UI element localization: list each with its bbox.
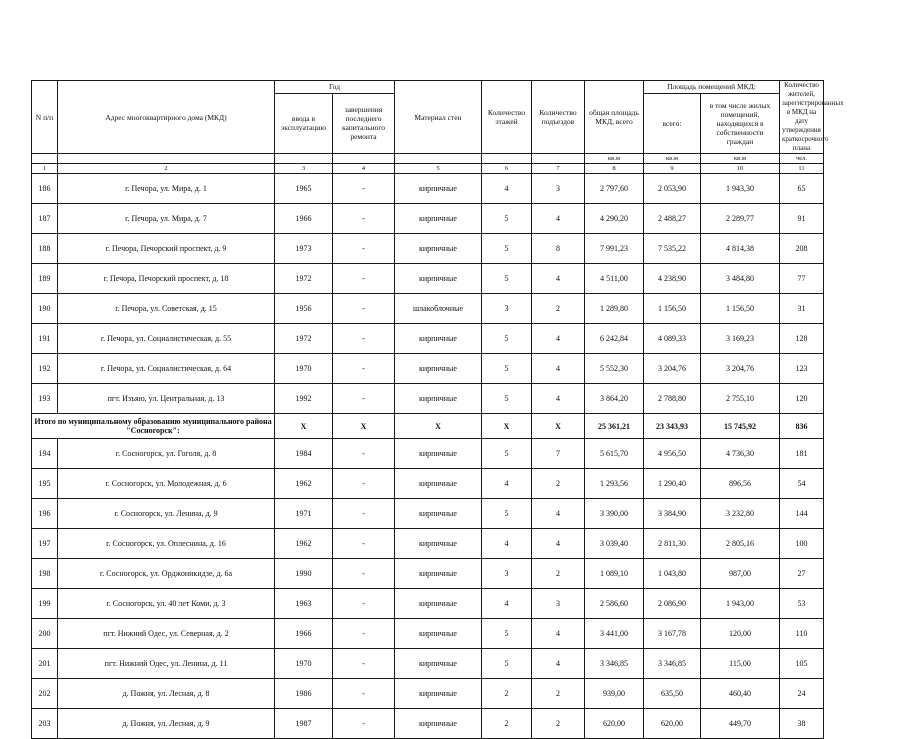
residents-cell: 105: [780, 649, 824, 679]
column-number-1: 1: [32, 164, 58, 174]
year-commission-cell: 1984: [275, 439, 333, 469]
premises-all-cell: 3 204,76: [644, 354, 701, 384]
residents-cell: 144: [780, 499, 824, 529]
year-repair-cell: -: [333, 679, 395, 709]
entrances-cell: 2: [532, 679, 585, 709]
wall-material-cell: кирпичные: [395, 559, 482, 589]
total-area-cell: 5 552,30: [585, 354, 644, 384]
table-row: [32, 439, 824, 469]
table-row: [32, 354, 824, 384]
address-cell: г. Печора, Печорский проспект, д. 9: [58, 234, 275, 264]
wall-material-cell: кирпичные: [395, 174, 482, 204]
total-entrances: X: [532, 414, 585, 439]
entrances-cell: 4: [532, 619, 585, 649]
entrances-cell: 8: [532, 234, 585, 264]
entrances-cell: 3: [532, 174, 585, 204]
premises-private-cell: 449,70: [701, 709, 780, 739]
premises-private-cell: 987,00: [701, 559, 780, 589]
total-label: Итого по муниципальному образованию муниципального района "Сосногорск":: [32, 414, 275, 439]
table-row: [32, 619, 824, 649]
residents-cell: 27: [780, 559, 824, 589]
table-row: [32, 204, 824, 234]
address-cell: г. Печора, ул. Мира, д. 7: [58, 204, 275, 234]
housing-registry-table: [31, 80, 844, 739]
floors-cell: 4: [482, 174, 532, 204]
premises-all-cell: 4 956,50: [644, 439, 701, 469]
premises-private-cell: 1 943,30: [701, 174, 780, 204]
header-total-area: общая площадь МКД, всего: [585, 81, 644, 154]
row-number: 188: [32, 234, 58, 264]
total-material: X: [395, 414, 482, 439]
year-repair-cell: -: [333, 384, 395, 414]
table-row: [32, 294, 824, 324]
floors-cell: 4: [482, 529, 532, 559]
residents-cell: 208: [780, 234, 824, 264]
year-repair-cell: -: [333, 294, 395, 324]
floors-cell: 5: [482, 439, 532, 469]
unit-premises-all: кв.м: [644, 154, 701, 164]
total-area-cell: 3 864,20: [585, 384, 644, 414]
entrances-cell: 3: [532, 589, 585, 619]
header-entrances: Количество подъездов: [532, 81, 585, 154]
year-repair-cell: -: [333, 619, 395, 649]
premises-all-cell: 1 043,80: [644, 559, 701, 589]
floors-cell: 5: [482, 354, 532, 384]
header-premises-group: Площадь помещений МКД:: [644, 81, 780, 94]
entrances-cell: 4: [532, 264, 585, 294]
residents-cell: 31: [780, 294, 824, 324]
total-area-cell: 620,00: [585, 709, 644, 739]
total-area-cell: 3 390,00: [585, 499, 644, 529]
year-commission-cell: 1992: [275, 384, 333, 414]
column-number-10: 10: [701, 164, 780, 174]
address-cell: г. Сосногорск, ул. Молодежная, д. 6: [58, 469, 275, 499]
address-cell: г. Сосногорск, ул. Гоголя, д. 8: [58, 439, 275, 469]
premises-private-cell: 120,00: [701, 619, 780, 649]
floors-cell: 5: [482, 619, 532, 649]
total-area: 25 361,21: [585, 414, 644, 439]
wall-material-cell: кирпичные: [395, 469, 482, 499]
total-residents: 836: [780, 414, 824, 439]
address-cell: пгт. Нижний Одес, ул. Северная, д. 2: [58, 619, 275, 649]
entrances-cell: 4: [532, 324, 585, 354]
entrances-cell: 4: [532, 204, 585, 234]
floors-cell: 2: [482, 679, 532, 709]
wall-material-cell: кирпичные: [395, 384, 482, 414]
header-wall-material: Материал стен: [395, 81, 482, 154]
year-repair-cell: -: [333, 649, 395, 679]
wall-material-cell: кирпичные: [395, 439, 482, 469]
floors-cell: 3: [482, 294, 532, 324]
column-number-2: 2: [58, 164, 275, 174]
unit-residents: чел.: [780, 154, 824, 164]
wall-material-cell: кирпичные: [395, 324, 482, 354]
total-area-cell: 1 293,56: [585, 469, 644, 499]
total-area-cell: 3 039,40: [585, 529, 644, 559]
row-number: 201: [32, 649, 58, 679]
premises-all-cell: 2 488,27: [644, 204, 701, 234]
entrances-cell: 4: [532, 529, 585, 559]
rows-sosnogorsk: [32, 439, 824, 739]
year-repair-cell: -: [333, 529, 395, 559]
wall-material-cell: кирпичные: [395, 499, 482, 529]
column-number-8: 8: [585, 164, 644, 174]
entrances-cell: 7: [532, 439, 585, 469]
address-cell: пгт. Изъяю, ул. Центральная, д. 13: [58, 384, 275, 414]
row-number: 202: [32, 679, 58, 709]
column-number-3: 3: [275, 164, 333, 174]
year-repair-cell: -: [333, 174, 395, 204]
row-number: 191: [32, 324, 58, 354]
header-year-last-repair: завершения последнего капитального ремонта: [333, 93, 395, 154]
total-area-cell: 6 242,84: [585, 324, 644, 354]
residents-cell: 128: [780, 324, 824, 354]
header-year-commission: ввода в эксплуатацию: [275, 93, 333, 154]
year-commission-cell: 1963: [275, 589, 333, 619]
table-row: [32, 264, 824, 294]
unit-premises-private: кв.м: [701, 154, 780, 164]
premises-all-cell: 3 384,90: [644, 499, 701, 529]
year-repair-cell: -: [333, 589, 395, 619]
residents-cell: 54: [780, 469, 824, 499]
wall-material-cell: кирпичные: [395, 529, 482, 559]
column-number-5: 5: [395, 164, 482, 174]
row-number: 197: [32, 529, 58, 559]
table-row: [32, 499, 824, 529]
row-number: 192: [32, 354, 58, 384]
row-number: 189: [32, 264, 58, 294]
row-number: 186: [32, 174, 58, 204]
residents-cell: 77: [780, 264, 824, 294]
floors-cell: 2: [482, 709, 532, 739]
wall-material-cell: шлакоблочные: [395, 294, 482, 324]
year-repair-cell: -: [333, 324, 395, 354]
wall-material-cell: кирпичные: [395, 589, 482, 619]
table-row: [32, 469, 824, 499]
total-section: [32, 414, 824, 439]
year-commission-cell: 1971: [275, 499, 333, 529]
residents-cell: 53: [780, 589, 824, 619]
address-cell: г. Сосногорск, ул. 40 лет Коми, д. 3: [58, 589, 275, 619]
year-commission-cell: 1972: [275, 264, 333, 294]
wall-material-cell: кирпичные: [395, 619, 482, 649]
floors-cell: 4: [482, 589, 532, 619]
total-area-cell: 2 586,60: [585, 589, 644, 619]
residents-cell: 91: [780, 204, 824, 234]
total-area-cell: 2 797,60: [585, 174, 644, 204]
address-cell: г. Сосногорск, ул. Оплеснина, д. 16: [58, 529, 275, 559]
total-area-cell: 939,00: [585, 679, 644, 709]
wall-material-cell: кирпичные: [395, 234, 482, 264]
total-repair: X: [333, 414, 395, 439]
wall-material-cell: кирпичные: [395, 264, 482, 294]
header-residents: Количество жителей, зарегистрированных в МКД на дату утверждения краткосрочного плана: [780, 81, 824, 154]
year-commission-cell: 1965: [275, 174, 333, 204]
floors-cell: 5: [482, 204, 532, 234]
address-cell: г. Сосногорск, ул. Орджоникидзе, д. 6а: [58, 559, 275, 589]
premises-private-cell: 4 736,30: [701, 439, 780, 469]
header-floors: Количество этажей: [482, 81, 532, 154]
total-area-cell: 5 615,70: [585, 439, 644, 469]
unit-total-area: кв.м: [585, 154, 644, 164]
premises-all-cell: 1 290,40: [644, 469, 701, 499]
table-row: [32, 559, 824, 589]
address-cell: пгт. Нижний Одес, ул. Ленина, д. 11: [58, 649, 275, 679]
premises-private-cell: 3 169,23: [701, 324, 780, 354]
premises-private-cell: 3 232,80: [701, 499, 780, 529]
header-number: N п/п: [32, 81, 58, 154]
premises-all-cell: 2 086,90: [644, 589, 701, 619]
total-private: 15 745,92: [701, 414, 780, 439]
table-row: [32, 589, 824, 619]
entrances-cell: 4: [532, 649, 585, 679]
total-area-cell: 7 991,23: [585, 234, 644, 264]
row-number: 198: [32, 559, 58, 589]
premises-all-cell: 1 156,50: [644, 294, 701, 324]
entrances-cell: 4: [532, 499, 585, 529]
total-premises: 23 343,93: [644, 414, 701, 439]
total-area-cell: 3 346,85: [585, 649, 644, 679]
column-number-11: 11: [780, 164, 824, 174]
address-cell: д. Пожня, ул. Лесная, д. 9: [58, 709, 275, 739]
total-row: [32, 414, 824, 439]
year-commission-cell: 1956: [275, 294, 333, 324]
row-number: 190: [32, 294, 58, 324]
row-number: 199: [32, 589, 58, 619]
residents-cell: 38: [780, 709, 824, 739]
year-repair-cell: -: [333, 264, 395, 294]
year-commission-cell: 1962: [275, 469, 333, 499]
year-commission-cell: 1987: [275, 709, 333, 739]
column-number-9: 9: [644, 164, 701, 174]
premises-private-cell: 3 484,80: [701, 264, 780, 294]
year-repair-cell: -: [333, 354, 395, 384]
header-premises-all: всего:: [644, 93, 701, 154]
entrances-cell: 4: [532, 384, 585, 414]
year-commission-cell: 1972: [275, 324, 333, 354]
premises-all-cell: 3 167,78: [644, 619, 701, 649]
wall-material-cell: кирпичные: [395, 204, 482, 234]
table-row: [32, 529, 824, 559]
header-address: Адрес многоквартирного дома (МКД): [58, 81, 275, 154]
table-row: [32, 679, 824, 709]
row-number: 193: [32, 384, 58, 414]
year-commission-cell: 1970: [275, 354, 333, 384]
total-area-cell: 3 441,00: [585, 619, 644, 649]
total-area-cell: 1 089,10: [585, 559, 644, 589]
residents-cell: 110: [780, 619, 824, 649]
year-repair-cell: -: [333, 439, 395, 469]
row-number: 187: [32, 204, 58, 234]
premises-all-cell: 2 053,90: [644, 174, 701, 204]
wall-material-cell: кирпичные: [395, 354, 482, 384]
entrances-cell: 2: [532, 559, 585, 589]
table-row: [32, 384, 824, 414]
year-commission-cell: 1986: [275, 679, 333, 709]
row-number: 195: [32, 469, 58, 499]
premises-all-cell: 2 811,30: [644, 529, 701, 559]
table-row: [32, 234, 824, 264]
premises-all-cell: 635,50: [644, 679, 701, 709]
entrances-cell: 2: [532, 469, 585, 499]
floors-cell: 5: [482, 649, 532, 679]
floors-cell: 3: [482, 559, 532, 589]
year-commission-cell: 1973: [275, 234, 333, 264]
row-number: 196: [32, 499, 58, 529]
floors-cell: 4: [482, 469, 532, 499]
premises-private-cell: 1 943,00: [701, 589, 780, 619]
year-repair-cell: -: [333, 709, 395, 739]
floors-cell: 5: [482, 324, 532, 354]
total-year: X: [275, 414, 333, 439]
entrances-cell: 4: [532, 354, 585, 384]
total-area-cell: 1 289,80: [585, 294, 644, 324]
rows-pechora: [32, 174, 824, 414]
premises-private-cell: 2 289,77: [701, 204, 780, 234]
address-cell: г. Печора, Печорский проспект, д. 18: [58, 264, 275, 294]
column-number-4: 4: [333, 164, 395, 174]
premises-private-cell: 896,56: [701, 469, 780, 499]
entrances-cell: 2: [532, 294, 585, 324]
residents-cell: 123: [780, 354, 824, 384]
year-commission-cell: 1966: [275, 619, 333, 649]
floors-cell: 5: [482, 264, 532, 294]
header-year-group: Год: [275, 81, 395, 94]
premises-all-cell: 4 238,90: [644, 264, 701, 294]
premises-all-cell: 2 788,80: [644, 384, 701, 414]
address-cell: г. Печора, ул. Мира, д. 1: [58, 174, 275, 204]
premises-private-cell: 460,40: [701, 679, 780, 709]
floors-cell: 5: [482, 499, 532, 529]
residents-cell: 24: [780, 679, 824, 709]
table-row: [32, 324, 824, 354]
table-row: [32, 649, 824, 679]
premises-private-cell: 1 156,50: [701, 294, 780, 324]
total-area-cell: 4 290,20: [585, 204, 644, 234]
column-number-6: 6: [482, 164, 532, 174]
address-cell: г. Печора, ул. Советская, д. 15: [58, 294, 275, 324]
year-repair-cell: -: [333, 234, 395, 264]
residents-cell: 120: [780, 384, 824, 414]
wall-material-cell: кирпичные: [395, 679, 482, 709]
premises-private-cell: 4 814,38: [701, 234, 780, 264]
premises-private-cell: 2 755,10: [701, 384, 780, 414]
residents-cell: 181: [780, 439, 824, 469]
premises-all-cell: 4 089,33: [644, 324, 701, 354]
year-repair-cell: -: [333, 469, 395, 499]
row-number: 203: [32, 709, 58, 739]
row-number: 200: [32, 619, 58, 649]
premises-all-cell: 3 346,85: [644, 649, 701, 679]
total-area-cell: 4 511,00: [585, 264, 644, 294]
premises-all-cell: 7 535,22: [644, 234, 701, 264]
residents-cell: 65: [780, 174, 824, 204]
year-commission-cell: 1990: [275, 559, 333, 589]
year-commission-cell: 1966: [275, 204, 333, 234]
premises-all-cell: 620,00: [644, 709, 701, 739]
residents-cell: 100: [780, 529, 824, 559]
address-cell: г. Печора, ул. Социалистическая, д. 64: [58, 354, 275, 384]
wall-material-cell: кирпичные: [395, 649, 482, 679]
year-repair-cell: -: [333, 559, 395, 589]
year-repair-cell: -: [333, 204, 395, 234]
table-row: [32, 174, 824, 204]
entrances-cell: 2: [532, 709, 585, 739]
year-commission-cell: 1970: [275, 649, 333, 679]
year-repair-cell: -: [333, 499, 395, 529]
column-number-7: 7: [532, 164, 585, 174]
floors-cell: 5: [482, 384, 532, 414]
premises-private-cell: 115,00: [701, 649, 780, 679]
row-number: 194: [32, 439, 58, 469]
total-floors: X: [482, 414, 532, 439]
year-commission-cell: 1962: [275, 529, 333, 559]
address-cell: г. Сосногорск, ул. Ленина, д. 9: [58, 499, 275, 529]
address-cell: д. Пожня, ул. Лесная, д. 8: [58, 679, 275, 709]
premises-private-cell: 3 204,76: [701, 354, 780, 384]
table-row: [32, 709, 824, 739]
wall-material-cell: кирпичные: [395, 709, 482, 739]
floors-cell: 5: [482, 234, 532, 264]
header-premises-private: в том числе жилых помещений, находящихся в собственности граждан: [701, 93, 780, 154]
address-cell: г. Печора, ул. Социалистическая, д. 55: [58, 324, 275, 354]
premises-private-cell: 2 805,16: [701, 529, 780, 559]
